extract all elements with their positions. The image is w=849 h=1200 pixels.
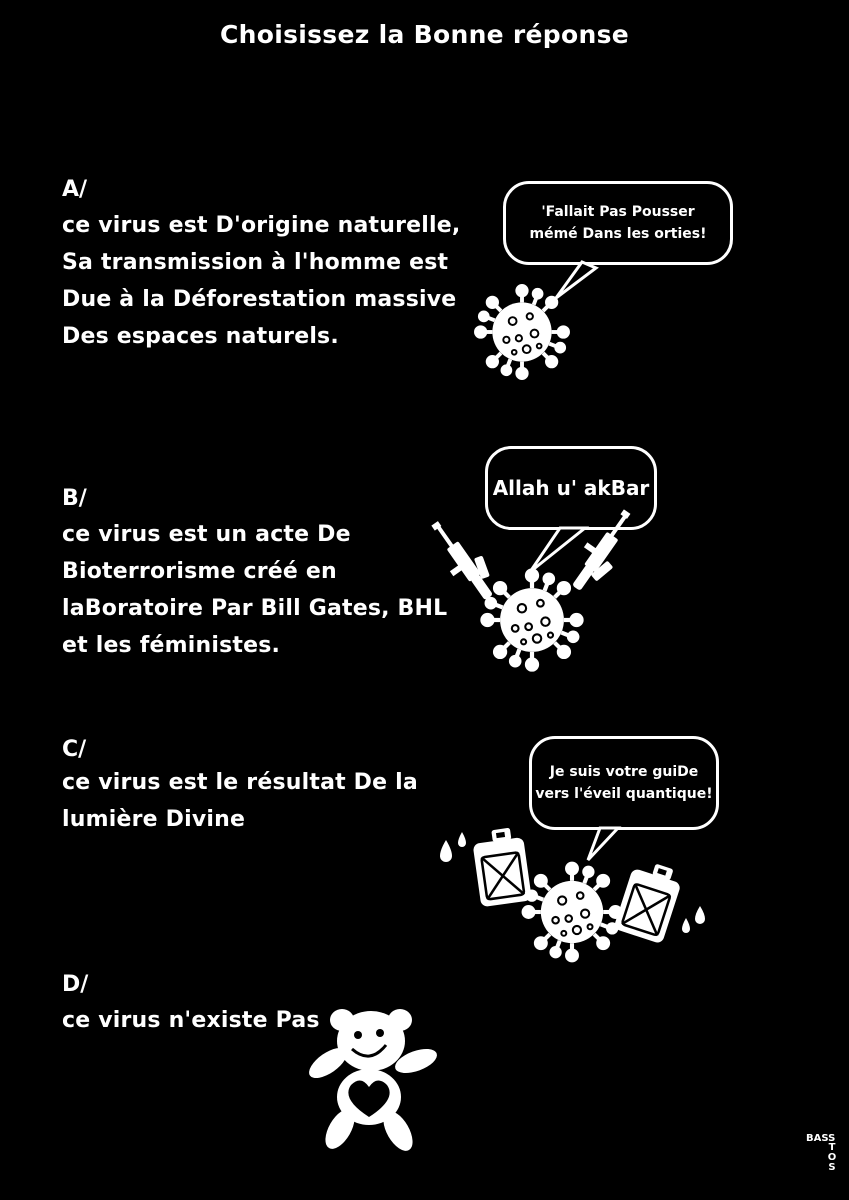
virus-icon	[470, 250, 590, 390]
option-b-text[interactable]: ce virus est un acte De Bioterrorisme créé en laBoratoire Par Bill Gates, BHL et les féministes.	[62, 522, 448, 658]
signature: BASS	[806, 1133, 836, 1144]
signature-vertical: TOS	[827, 1142, 837, 1173]
option-c-label[interactable]: C/	[62, 737, 87, 762]
option-d-label[interactable]: D/	[62, 972, 89, 997]
bubble-tail-a	[556, 262, 596, 298]
jerrycan-icon	[613, 857, 685, 944]
option-a-text[interactable]: ce virus est D'origine naturelle, Sa transmission à l'homme est Due à la Déforestation massive Des espaces naturels.	[62, 213, 461, 349]
teddy-bear-icon	[300, 1005, 445, 1155]
option-d-text[interactable]: ce virus n'existe Pas	[62, 1008, 320, 1033]
option-a-label[interactable]: A/	[62, 177, 88, 202]
jerrycan-icon	[471, 826, 532, 907]
bubble-tail-b	[530, 528, 585, 572]
bubble-tail-c	[588, 828, 618, 860]
speech-bubble-c: Je suis votre guiDe vers l'éveil quantique!	[529, 736, 719, 830]
page-title: Choisissez la Bonne réponse	[219, 20, 630, 49]
speech-bubble-a: 'Fallait Pas Pousser mémé Dans les orties!	[503, 181, 733, 265]
option-b-label[interactable]: B/	[62, 486, 87, 511]
option-c-text[interactable]: ce virus est le résultat De la lumière Divine	[62, 770, 418, 832]
virus-icon	[440, 820, 720, 980]
virus-icon	[440, 520, 630, 670]
speech-bubble-b: Allah u' akBar	[485, 446, 657, 530]
